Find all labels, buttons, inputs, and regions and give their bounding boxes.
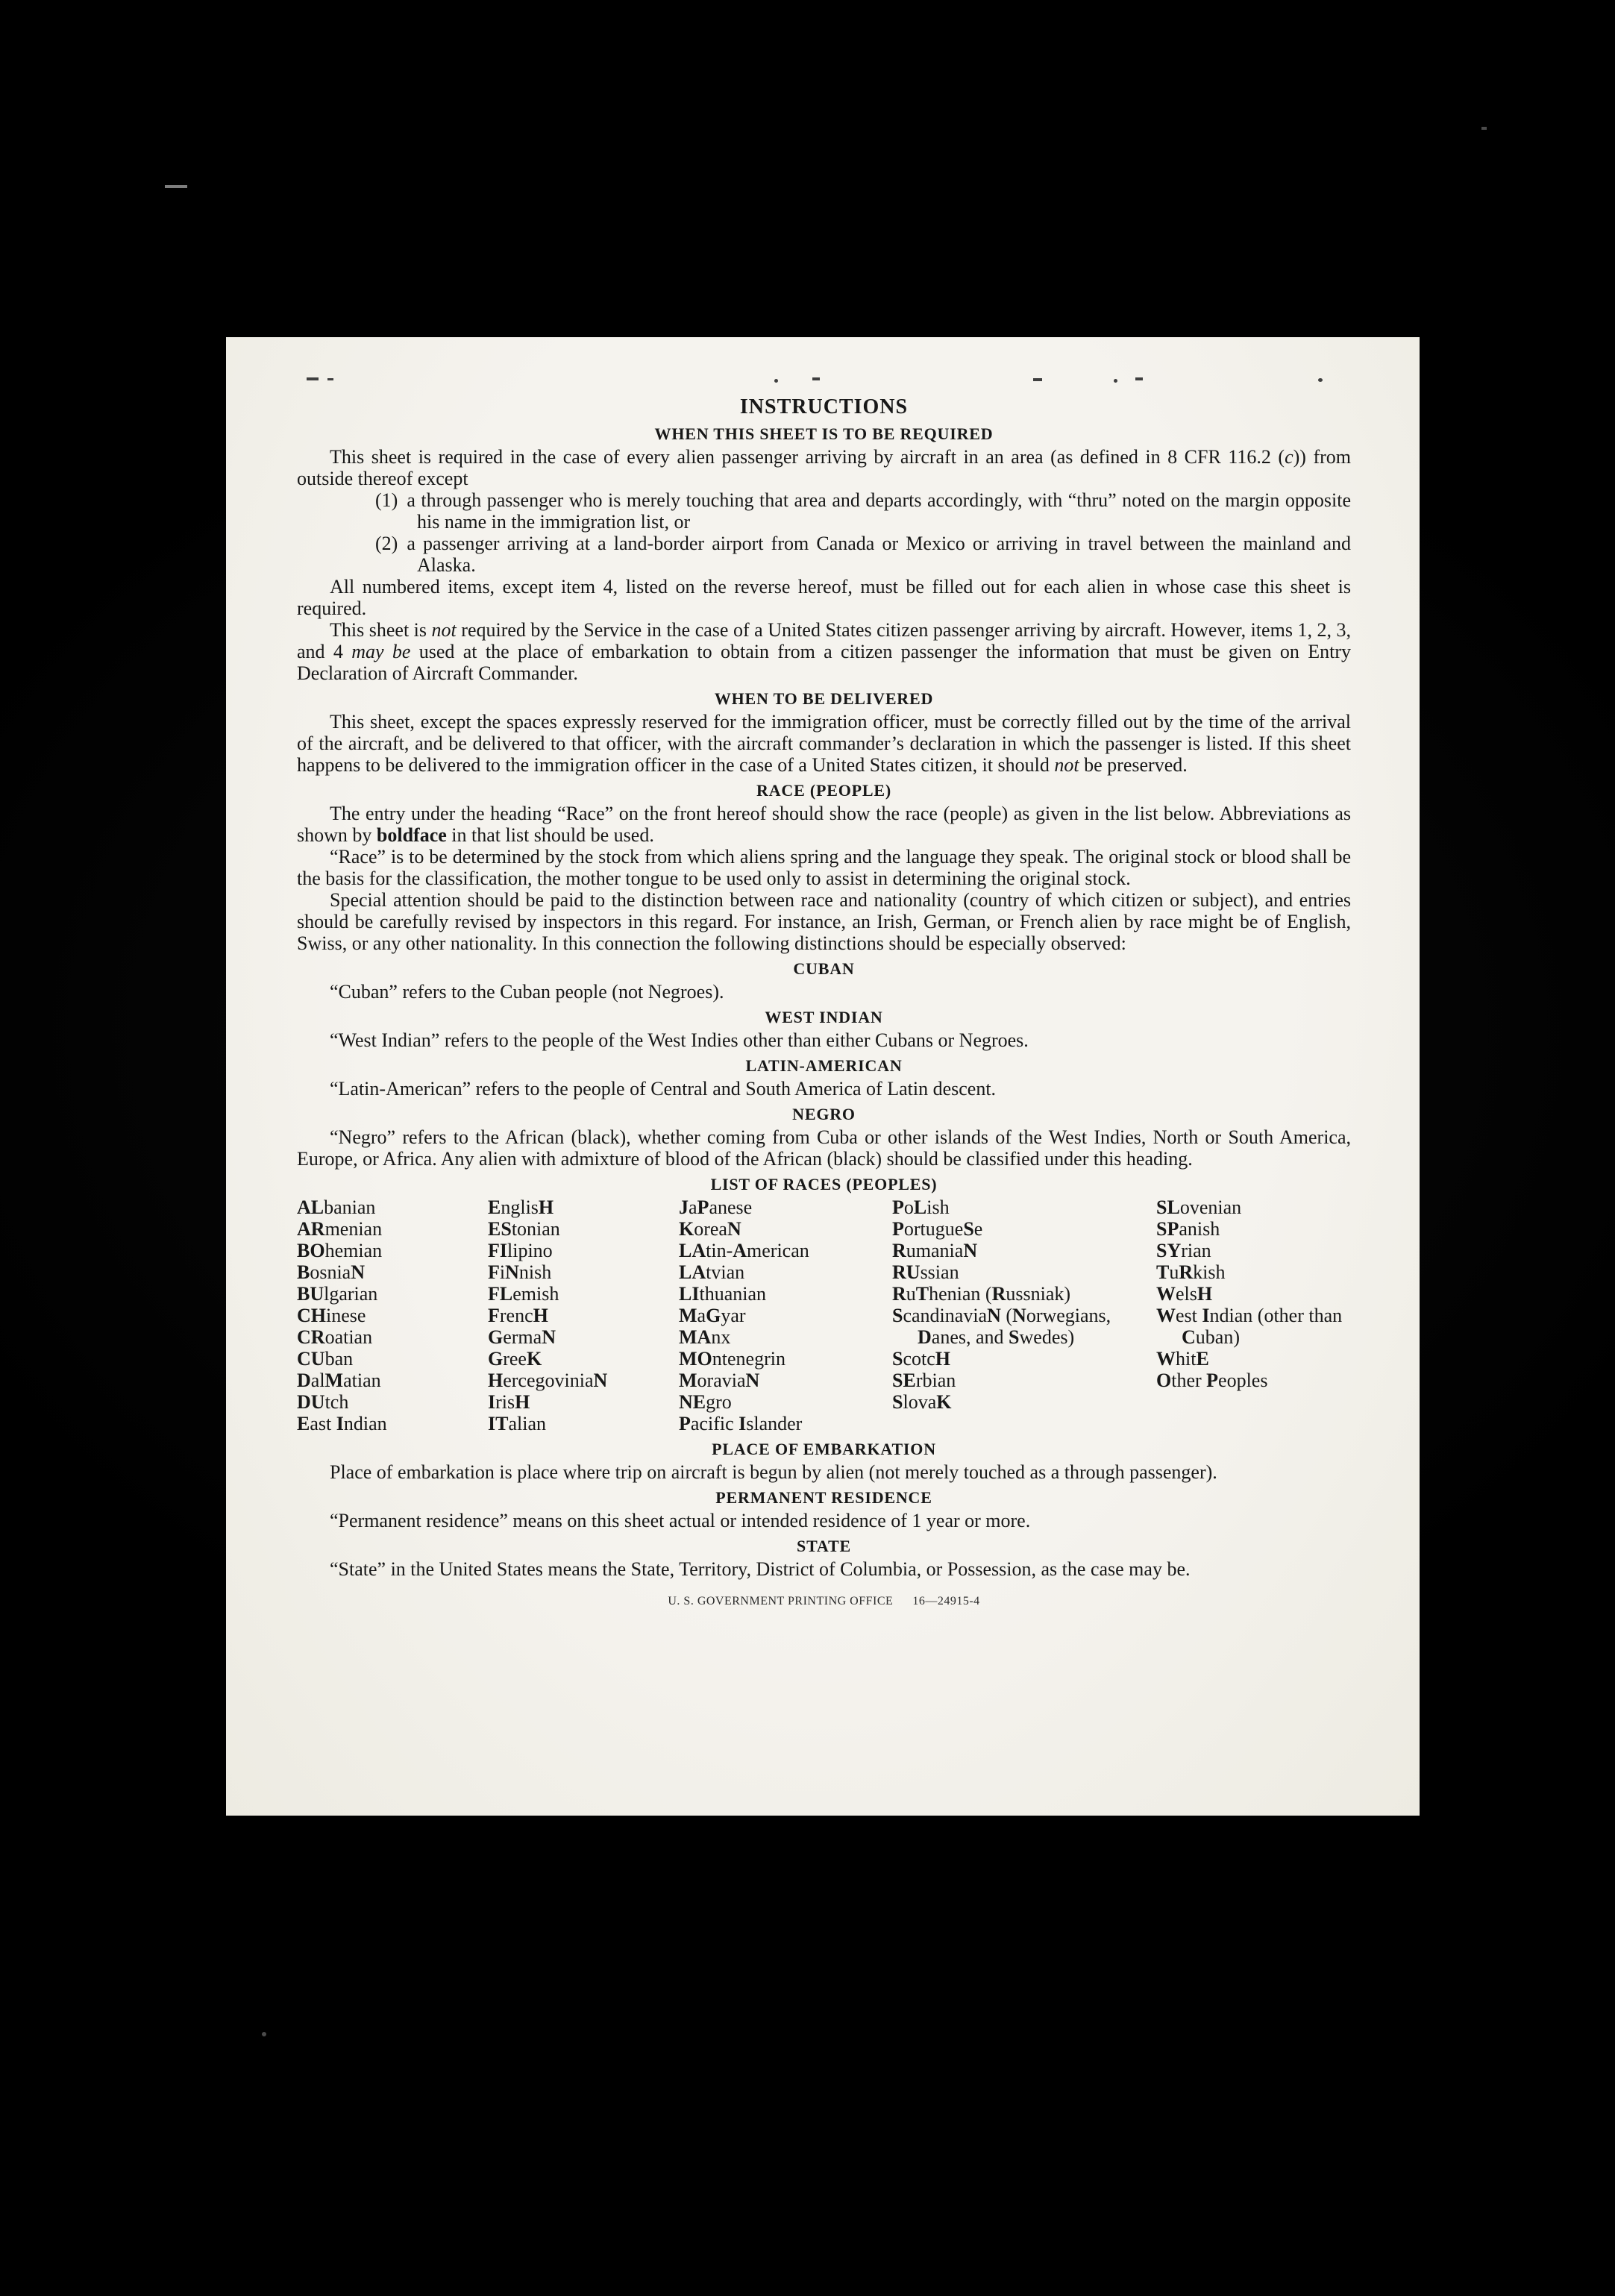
text-run: a through passenger who is merely touching that area and departs accordingly, with “thru” noted on the margin opposite his name in the immigration list, or (407, 489, 1351, 533)
race-item: WelsH (1156, 1283, 1213, 1305)
paragraph-embarkation: Place of embarkation is place where trip on aircraft is begun by alien (not merely touched as a through passenger). (330, 1461, 1217, 1483)
race-item: SErbian (892, 1370, 956, 1391)
race-item: West Indian (other than Cuban) (1156, 1305, 1343, 1348)
race-item: RuThenian (Russniak) (892, 1283, 1071, 1305)
race-item: MAnx (679, 1326, 731, 1348)
race-item: FLemish (488, 1283, 559, 1305)
paragraph-delivered (297, 711, 1351, 776)
numbered-item-1 (375, 489, 1351, 533)
scan-artifact (165, 185, 187, 188)
race-item: CRoatian (297, 1326, 373, 1348)
race-column (892, 1196, 1156, 1434)
race-item: MoraviaN (679, 1370, 760, 1391)
race-item: DalMatian (297, 1370, 381, 1391)
section-heading-cuban: CUBAN (793, 959, 855, 978)
race-item: NEgro (679, 1391, 732, 1413)
printer-imprint (297, 1590, 1351, 1612)
section-heading-state: STATE (797, 1537, 851, 1555)
race-item: IrisH (488, 1391, 530, 1413)
race-item: LIthuanian (679, 1283, 766, 1305)
scan-artifact (307, 377, 319, 380)
paragraph-race-1 (297, 803, 1351, 846)
text-run: This sheet, except the spaces expressly reserved for the immigration officer, must be correctly filled out by the time of the arrival of the aircraft, and be delivered to that officer, with the aircraft commander’s declaration in which the passenger is listed. If this sheet happens to be delivered to the immigration officer in the case of a United States citizen, it should (297, 711, 1351, 776)
race-item: SYrian (1156, 1240, 1211, 1261)
text-run: required by the Service in the case of a United States citizen passenger arriving by aircraft. However, items 1, 2, 3, and 4 (297, 619, 1351, 662)
race-column (297, 1196, 488, 1434)
race-column (679, 1196, 892, 1434)
text-run: This sheet is (330, 619, 432, 641)
race-item: PoLish (892, 1196, 950, 1218)
race-item: KoreaN (679, 1218, 741, 1240)
paragraph-state: “State” in the United States means the State, Territory, District of Columbia, or Possession, as the case may be. (330, 1558, 1191, 1580)
race-item: ARmenian (297, 1218, 383, 1240)
race-item: CHinese (297, 1305, 366, 1326)
race-item: SlovaK (892, 1391, 952, 1413)
paragraph-cuban: “Cuban” refers to the Cuban people (not Negroes). (330, 981, 724, 1003)
section-heading-races-list: LIST OF RACES (PEOPLES) (710, 1175, 938, 1194)
race-item: FIlipino (488, 1240, 553, 1261)
paragraph-all-items: All numbered items, except item 4, listed on the reverse hereof, must be filled out for each alien in whose case this sheet is required. (297, 576, 1351, 619)
race-item: BUlgarian (297, 1283, 378, 1305)
race-item: GermaN (488, 1326, 556, 1348)
race-item: TuRkish (1156, 1261, 1226, 1283)
item-number: (1) (375, 489, 398, 511)
races-list (297, 1196, 1351, 1434)
scan-artifact (262, 2032, 266, 2036)
section-heading-when-required: WHEN THIS SHEET IS TO BE REQUIRED (654, 424, 994, 443)
printer-office-text: U. S. GOVERNMENT PRINTING OFFICE (668, 1595, 894, 1607)
text-run: The entry under the heading “Race” on the front hereof should show the race (people) as given in the list below. Abbreviations as shown by (297, 803, 1351, 846)
race-item: BOhemian (297, 1240, 383, 1261)
printer-job-number: 16—24915-4 (912, 1595, 980, 1607)
race-item: LAtvian (679, 1261, 745, 1283)
race-item: RumaniaN (892, 1240, 978, 1261)
paragraph-latin-american: “Latin-American” refers to the people of Central and South America of Latin descent. (330, 1078, 997, 1100)
section-heading-west-indian: WEST INDIAN (765, 1008, 883, 1026)
race-item: LAtin-American (679, 1240, 809, 1261)
text-run-bold: boldface (376, 824, 447, 846)
race-item: FiNnish (488, 1261, 552, 1283)
race-item: ScandinaviaN (Norwegians, Danes, and Swedes) (892, 1305, 1111, 1348)
race-item: JaPanese (679, 1196, 753, 1218)
race-item: BosniaN (297, 1261, 366, 1283)
race-item: Other Peoples (1156, 1370, 1268, 1391)
race-item: EStonian (488, 1218, 560, 1240)
numbered-item-2 (375, 533, 1351, 576)
race-item: EnglisH (488, 1196, 554, 1218)
section-heading-negro: NEGRO (792, 1105, 856, 1123)
scan-artifact (774, 379, 778, 383)
race-item: ITalian (488, 1413, 546, 1434)
race-item: ALbanian (297, 1196, 376, 1218)
paragraph-required-intro (297, 446, 1351, 489)
race-item: PortugueSe (892, 1218, 983, 1240)
race-item: SPanish (1156, 1218, 1220, 1240)
scan-artifact (327, 378, 333, 380)
document-content (297, 395, 1351, 1612)
race-item: SLovenian (1156, 1196, 1242, 1218)
paragraph-permanent-residence: “Permanent residence” means on this sheet actual or intended residence of 1 year or more. (330, 1510, 1031, 1531)
text-run: in that list should be used. (446, 824, 654, 846)
scan-artifact (812, 377, 820, 380)
paragraph-west-indian: “West Indian” refers to the people of the West Indies other than either Cubans or Negroes. (330, 1029, 1029, 1051)
text-run: This sheet is required in the case of every alien passenger arriving by aircraft in an area (as defined in 8 CFR 116.2 ( (330, 446, 1285, 468)
section-heading-race-people: RACE (PEOPLE) (756, 781, 891, 800)
scan-artifact (1318, 378, 1323, 382)
scan-artifact (1481, 127, 1487, 130)
scan-artifact (1135, 377, 1143, 380)
paragraph-race-2: “Race” is to be determined by the stock from which aliens spring and the language they speak. The original stock or blood shall be the basis for the classification, the mother tongue to be used only to assist in determining the original stock. (297, 846, 1351, 889)
race-item: WhitE (1156, 1348, 1209, 1370)
race-item: MOntenegrin (679, 1348, 785, 1370)
race-item: East Indian (297, 1413, 387, 1434)
race-item: HercegoviniaN (488, 1370, 608, 1391)
text-run-italic: c (1285, 446, 1293, 468)
text-run-italic: not (431, 619, 457, 641)
paragraph-negro: “Negro” refers to the African (black), whether coming from Cuba or other islands of the West Indies, North or South America, Europe, or Africa. Any alien with admixture of blood of the African (black) should be classified under this heading. (297, 1126, 1351, 1170)
item-number: (2) (375, 533, 398, 554)
race-item: ScotcH (892, 1348, 951, 1370)
text-run-italic: may be (351, 641, 411, 662)
race-item: DUtch (297, 1391, 349, 1413)
scan-artifact (1114, 379, 1117, 383)
section-heading-permanent-residence: PERMANENT RESIDENCE (715, 1488, 932, 1507)
section-heading-embarkation: PLACE OF EMBARKATION (712, 1440, 936, 1458)
text-run: used at the place of embarkation to obtain from a citizen passenger the information that must be given on Entry Declaration of Aircraft Commander. (297, 641, 1352, 684)
text-run: )) from outside thereof except (297, 446, 1352, 489)
race-column (1156, 1196, 1347, 1434)
race-item: GreeK (488, 1348, 542, 1370)
race-column (488, 1196, 679, 1434)
paragraph-citizen (297, 619, 1351, 684)
race-item: Pacific Islander (679, 1413, 803, 1434)
race-item: MaGyar (679, 1305, 746, 1326)
race-item: FrencH (488, 1305, 548, 1326)
text-run: be preserved. (1079, 754, 1188, 776)
text-run-italic: not (1054, 754, 1079, 776)
section-heading-latin-american: LATIN-AMERICAN (745, 1056, 903, 1075)
text-run: a passenger arriving at a land-border airport from Canada or Mexico or arriving in travel between the mainland and Alaska. (407, 533, 1351, 576)
page-title: INSTRUCTIONS (739, 395, 909, 418)
race-item: RUssian (892, 1261, 959, 1283)
paper (226, 337, 1420, 1816)
scan-artifact (1033, 378, 1042, 381)
section-heading-when-delivered: WHEN TO BE DELIVERED (714, 689, 934, 708)
race-item: CUban (297, 1348, 354, 1370)
paragraph-race-3: Special attention should be paid to the distinction between race and nationality (country of which citizen or subject), and entries should be carefully revised by inspectors in this regard. For instance, an Irish, German, or French alien by race might be of English, Swiss, or any other nationality. In this connection the following distinctions should be especially observed: (297, 889, 1351, 954)
